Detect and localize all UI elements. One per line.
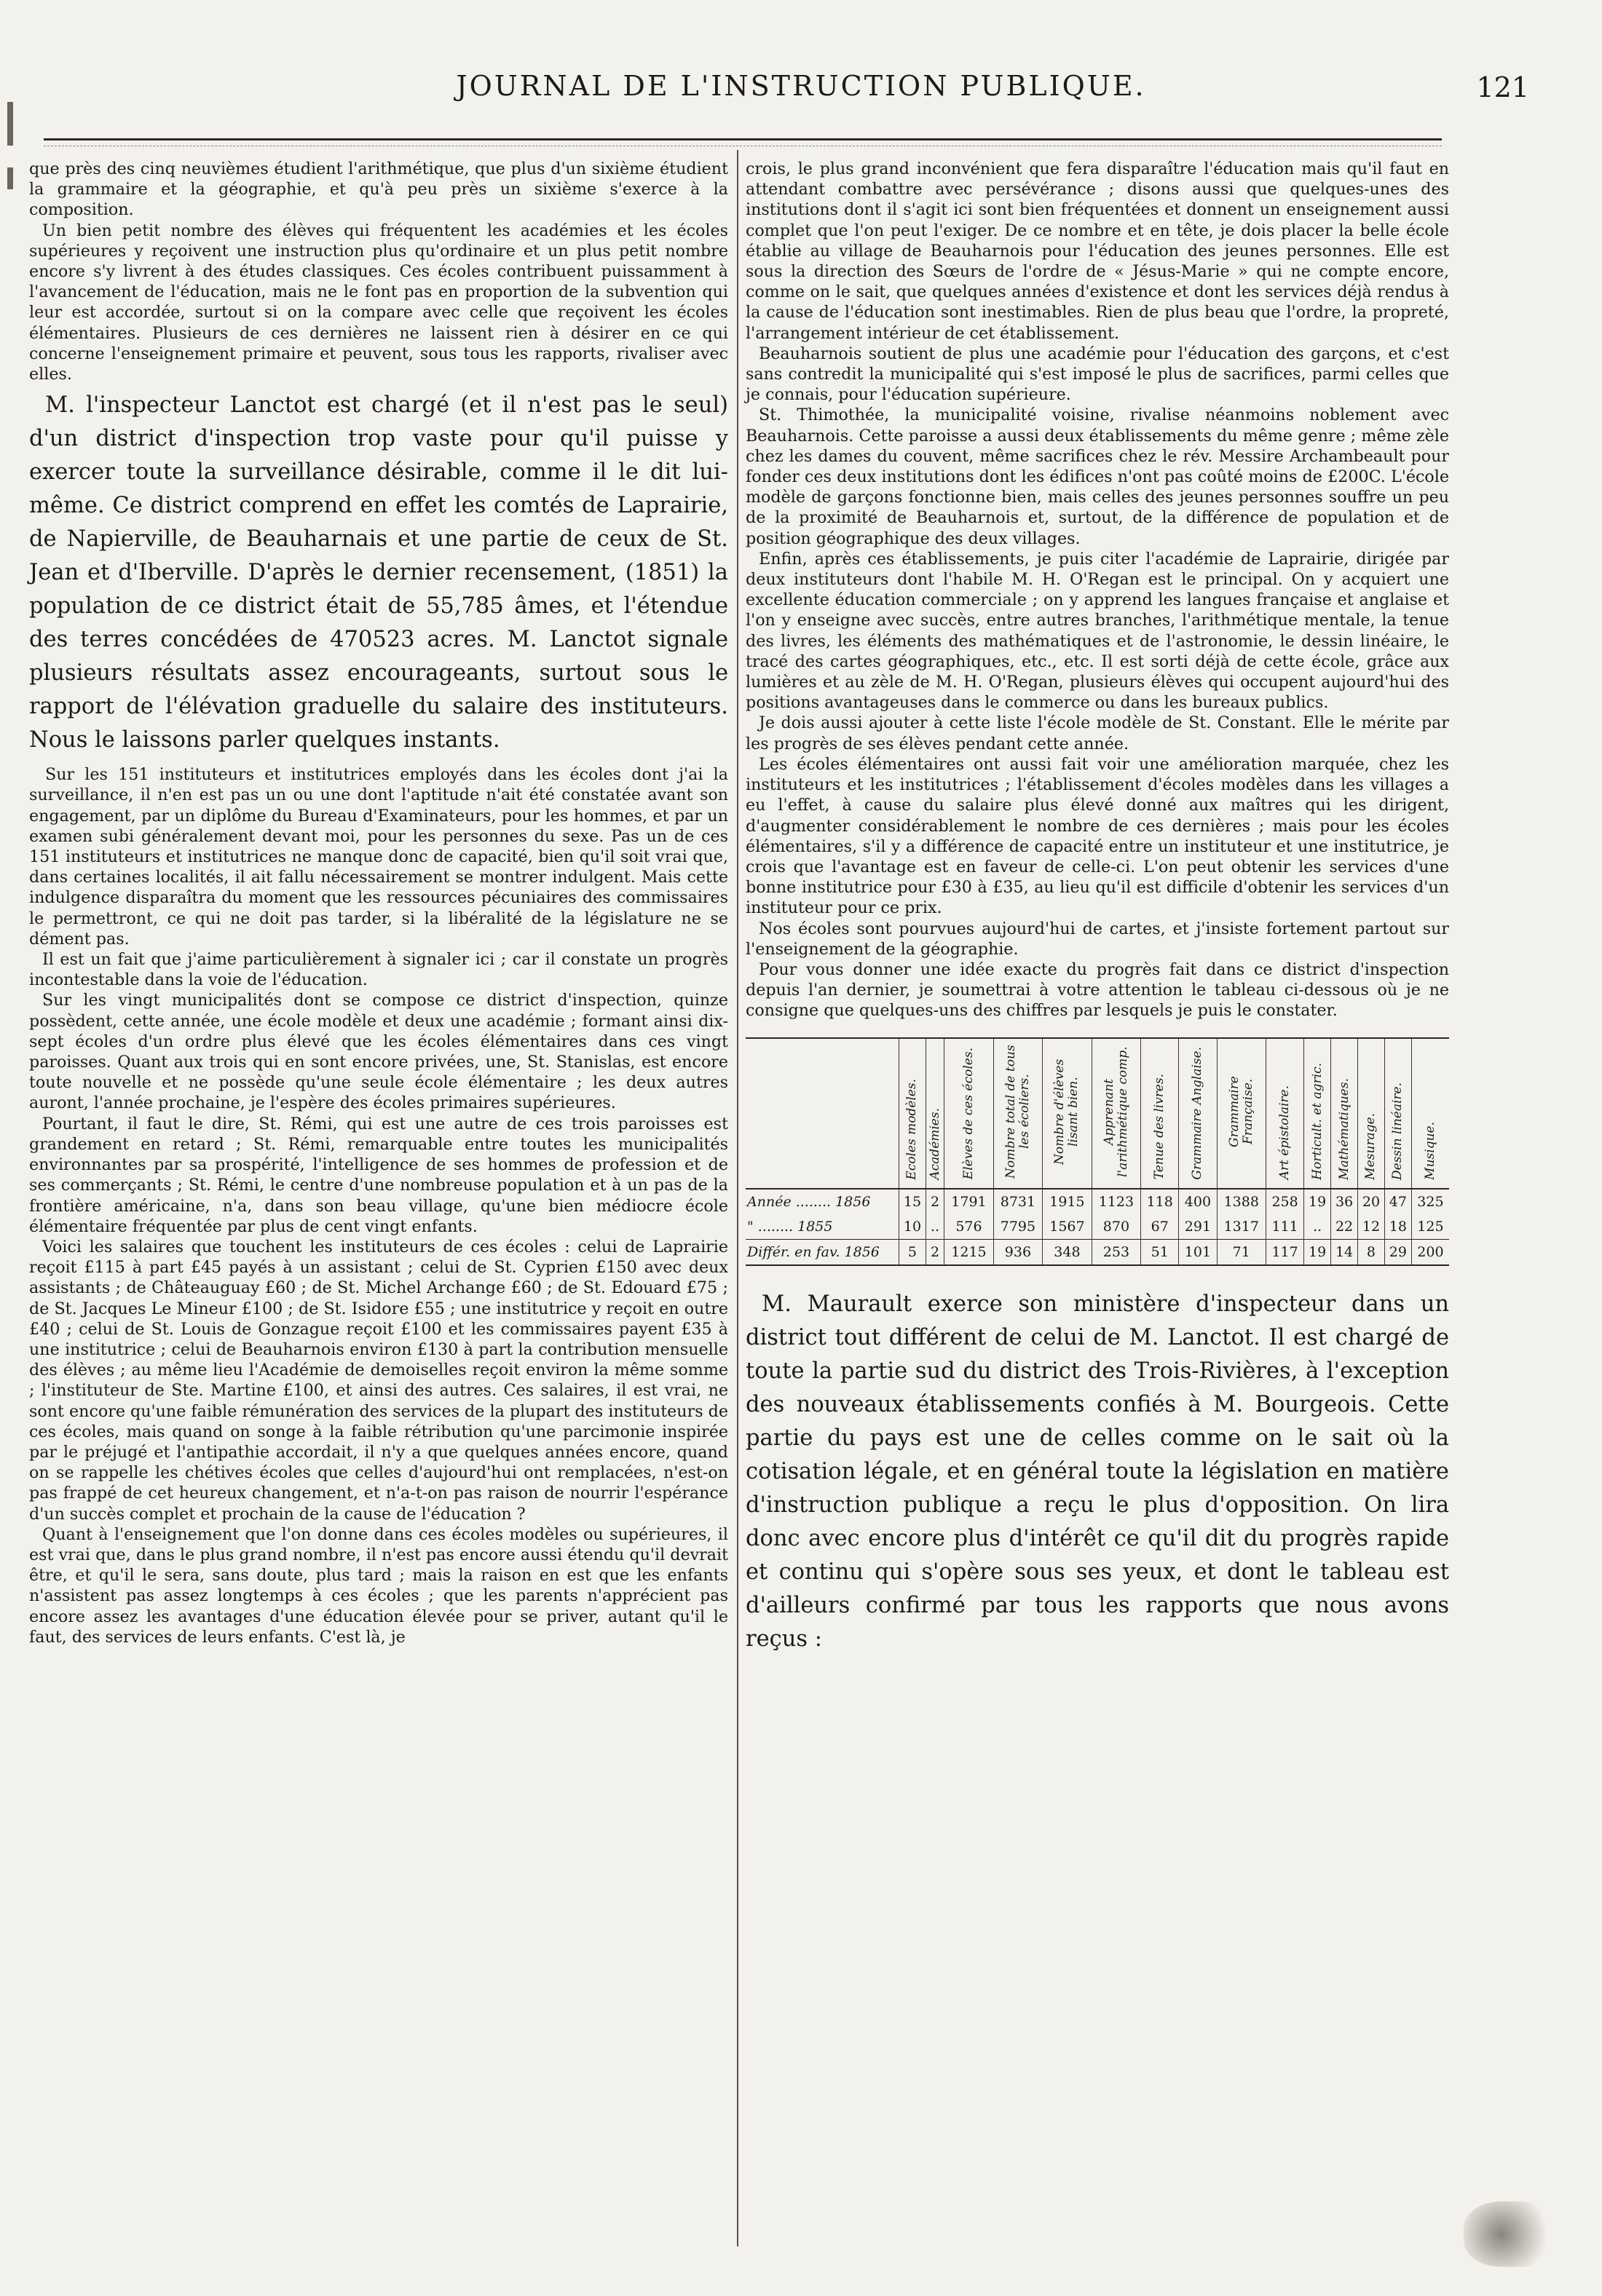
- table-cell: 258: [1266, 1189, 1304, 1214]
- table-cell: " ........ 1855: [747, 1218, 833, 1235]
- header-rule: [44, 138, 1442, 140]
- table-cell: 118: [1141, 1189, 1179, 1214]
- table-cell: Année ........ 1856: [747, 1193, 871, 1210]
- running-head: JOURNAL DE L'INSTRUCTION PUBLIQUE.: [456, 70, 1146, 102]
- table-header-cell: Art épistolaire.: [1266, 1038, 1304, 1189]
- table-cell: 117: [1266, 1239, 1304, 1265]
- right-paragraph-5: Je dois aussi ajouter à cette liste l'école modèle de St. Constant. Elle le mérite par les progrès de ses élèves pendant cette année.: [746, 713, 1449, 753]
- table-cell: 18: [1384, 1214, 1411, 1240]
- left-paragraph-3: M. l'inspecteur Lanctot est chargé (et il n'est pas le seul) d'un district d'inspection trop vaste pour qu'il puisse y exercer toute la surveillance désirable, comme il le dit lui-même. Ce district comprend en effet les comtés de Laprairie, de Napierville, de Beauharnais et une partie de ceux de St. Jean et d'Iberville. D'après le dernier recensement, (1851) la population de ce district était de 55,785 âmes, et l'étendue des terres concédées de 470523 acres. M. Lanctot signale plusieurs résultats assez encourageants, surtout sous le rapport de l'élévation graduelle du salaire des instituteurs. Nous le laissons parler quelques instants.: [29, 392, 728, 753]
- table-cell: 2: [926, 1239, 944, 1265]
- right-column: [746, 159, 1449, 1656]
- table-header-row: [746, 1038, 1449, 1189]
- table-cell: 5: [899, 1239, 926, 1265]
- table-cell: 325: [1411, 1189, 1449, 1214]
- table-header-cell: Nombre total de tous les écoliers.: [993, 1038, 1042, 1189]
- table-cell: 15: [899, 1189, 926, 1214]
- table-header-cell: Musique.: [1411, 1038, 1449, 1189]
- table-cell: 1567: [1043, 1214, 1092, 1240]
- table-header-cell: Académies.: [926, 1038, 944, 1189]
- table-cell: 36: [1331, 1189, 1358, 1214]
- table-cell: 101: [1179, 1239, 1217, 1265]
- table-cell: 576: [944, 1214, 993, 1240]
- table-cell: 8: [1358, 1239, 1385, 1265]
- table-cell: Différ. en fav. 1856: [746, 1239, 899, 1265]
- left-paragraph-4: Sur les 151 instituteurs et institutrices employés dans les écoles dont j'ai la surveillance, il n'en est pas un ou une dont l'aptitude n'ait été constatée avant son engagement, par un diplôme du Bureau d'Examinateurs, pour les hommes, et par un examen subi généralement devant moi, pour les personnes du sexe. Pas un de ces 151 instituteurs et institutrices ne manque donc de capacité, bien qu'il soit vrai que, dans certaines localités, il ait fallu nécessairement se montrer indulgent. Mais cette indulgence disparaîtra du moment que les ressources pécuniaires des commissaires le permettront, ce qui ne doit pas tarder, si la libéralité de la législature ne se dément pas.: [29, 765, 728, 949]
- table-cell: 400: [1179, 1189, 1217, 1214]
- right-paragraph-3: St. Thimothée, la municipalité voisine, rivalise néanmoins noblement avec Beauharnois. Cette paroisse a aussi deux établissements du même genre ; même zèle chez les dames du couvent, même sacrifices chez le rév. Messire Archambeault pour fonder ces deux institutions dont les édifices n'ont pas coûté moins de £200C. L'école modèle de garçons fonctionne bien, mais celles des jeunes personnes souffre un peu de la proximité de Beauharnois et, surtout, de la différence de population et de position géographique des deux villages.: [746, 405, 1449, 548]
- table-cell: 870: [1092, 1214, 1140, 1240]
- table-header-cell: Tenue des livres.: [1141, 1038, 1179, 1189]
- table-cell: 1791: [944, 1189, 993, 1214]
- table-row: [746, 1214, 1449, 1240]
- table-cell: 51: [1141, 1239, 1179, 1265]
- table-cell: 111: [1266, 1214, 1304, 1240]
- statistics-table-wrap: [746, 1037, 1449, 1266]
- table-header-cell: Apprenant l'arithmétique comp.: [1092, 1038, 1140, 1189]
- right-paragraph-7: Nos écoles sont pourvues aujourd'hui de cartes, et j'insiste fortement partout sur l'enseignement de la géographie.: [746, 919, 1449, 959]
- left-paragraph-6: Sur les vingt municipalités dont se compose ce district d'inspection, quinze possèdent, cette année, une école modèle et deux une académie ; formant ainsi dix-sept écoles d'un ordre plus élevé que les écoles élémentaires dans ces vingt paroisses. Quant aux trois qui en sont encore privées, une, St. Stanislas, est encore toute nouvelle et ne possède qu'une seule école élémentaire ; les deux autres auront, l'année prochaine, je l'espère des écoles primaires supérieures.: [29, 991, 728, 1113]
- table-cell: 19: [1304, 1189, 1331, 1214]
- table-header-cell: Elèves de ces écoles.: [944, 1038, 993, 1189]
- table-cell: 1388: [1217, 1189, 1266, 1214]
- table-cell: 12: [1358, 1214, 1385, 1240]
- left-paragraph-1: que près des cinq neuvièmes étudient l'arithmétique, que plus d'un sixième étudient la grammaire et la géographie, et qu'à peu près un sixième s'exerce à la composition.: [29, 159, 728, 220]
- table-cell: 10: [899, 1214, 926, 1240]
- right-paragraph-6: Les écoles élémentaires ont aussi fait voir une amélioration marquée, chez les instituteurs et les institutrices ; l'établissement d'écoles modèles dans les villages a eu l'effet, à cause du salaire plus élevé donné aux maîtres qui les dirigent, d'augmenter considérablement le nombre de ces dernières ; mais pour les écoles élémentaires, s'il y a différence de capacité entre un instituteur et une institutrice, je crois que l'avantage est en faveur de celle-ci. L'on peut obtenir les services d'une bonne institutrice pour £30 à £35, au lieu qu'il est difficile d'obtenir les services d'un instituteur pour ce prix.: [746, 754, 1449, 918]
- table-cell: 1915: [1043, 1189, 1092, 1214]
- table-row: [746, 1239, 1449, 1265]
- table-header-cell: Horticult. et agric.: [1304, 1038, 1331, 1189]
- table-header-cell: Grammaire Française.: [1217, 1038, 1266, 1189]
- statistics-table: [746, 1037, 1449, 1266]
- table-cell: 7795: [993, 1214, 1042, 1240]
- table-cell: 1123: [1092, 1189, 1140, 1214]
- table-header-cell: [746, 1038, 899, 1189]
- left-column: [29, 159, 728, 1647]
- table-cell: 253: [1092, 1239, 1140, 1265]
- margin-mark: [7, 167, 13, 189]
- page-header: [44, 70, 1558, 121]
- table-cell: 348: [1043, 1239, 1092, 1265]
- table-cell: 1317: [1217, 1214, 1266, 1240]
- table-cell: 291: [1179, 1214, 1217, 1240]
- table-cell: 200: [1411, 1239, 1449, 1265]
- margin-mark: [7, 102, 13, 146]
- table-cell: 19: [1304, 1239, 1331, 1265]
- table-cell: 22: [1331, 1214, 1358, 1240]
- left-paragraph-5: Il est un fait que j'aime particulièrement à signaler ici ; car il constate un progrès incontestable dans la voie de l'éducation.: [29, 950, 728, 990]
- table-cell: 47: [1384, 1189, 1411, 1214]
- table-row: [746, 1189, 1449, 1214]
- right-paragraph-8: Pour vous donner une idée exacte du progrès fait dans ce district d'inspection depuis l'an dernier, je soumettrai à votre attention le tableau ci-dessous où je ne consigne que quelques-uns des chiffres par lesquels je puis le constater.: [746, 959, 1449, 1021]
- table-cell: 936: [993, 1239, 1042, 1265]
- table-cell: 67: [1141, 1214, 1179, 1240]
- page-number: 121: [1476, 71, 1529, 103]
- table-cell: 29: [1384, 1239, 1411, 1265]
- table-cell: ..: [1304, 1214, 1331, 1240]
- table-header-cell: Grammaire Anglaise.: [1179, 1038, 1217, 1189]
- table-cell: 20: [1358, 1189, 1385, 1214]
- table-header-cell: Dessin linéaire.: [1384, 1038, 1411, 1189]
- table-cell: ..: [926, 1214, 944, 1240]
- right-paragraph-1: crois, le plus grand inconvénient que fera disparaître l'éducation mais qu'il faut en attendant combattre avec persévérance ; disons aussi que quelques-unes des institutions dont il s'agit ici sont bien fréquentées et donnent un enseignement aussi complet que l'on peut l'exiger. De ce nombre et en tête, je dois placer la belle école établie au village de Beauharnois pour l'éducation des jeunes personnes. Elle est sous la direction des Sœurs de l'ordre de « Jésus-Marie » qui ne compte encore, comme on le sait, que quelques années d'existence et dont les services déjà rendus à la cause de l'éducation sont inestimables. Rien de plus beau que l'ordre, la propreté, l'arrangement intérieur de cet établissement.: [746, 159, 1449, 343]
- ink-stain: [1464, 2201, 1558, 2267]
- table-header-cell: Mathématiques.: [1331, 1038, 1358, 1189]
- table-cell: 71: [1217, 1239, 1266, 1265]
- table-cell: 125: [1411, 1214, 1449, 1240]
- table-header-cell: Mesurage.: [1358, 1038, 1385, 1189]
- left-paragraph-7: Pourtant, il faut le dire, St. Rémi, qui est une autre de ces trois paroisses est grandement en retard ; St. Rémi, remarquable entre toutes les municipalités environnantes par sa prospérité, l'intelligence de ses hommes de profession et de ses commerçants ; St. Rémi, le centre d'une nombreuse population et à un pas de la frontière américaine, n'a, dans son beau village, qu'une bien médiocre école élémentaire fréquentée par plus de cent vingt enfants.: [29, 1114, 728, 1236]
- left-paragraph-9: Quant à l'enseignement que l'on donne dans ces écoles modèles ou supérieures, il est vrai que, dans le plus grand nombre, il n'est pas encore aussi étendu qu'il devrait être, et qu'il le sera, sans doute, plus tard ; mais la raison en est que les enfants n'assistent pas assez longtemps à ces écoles ; que les parents n'apprécient pas encore assez les avantages d'une éducation élevée pour se priver, autant qu'il le faut, des services de leurs enfants. C'est là, je: [29, 1524, 728, 1647]
- table-cell: 8731: [993, 1189, 1042, 1214]
- left-paragraph-8: Voici les salaires que touchent les instituteurs de ces écoles : celui de Laprairie reçoit £115 à part £45 payés à un assistant ; celui de St. Cyprien £150 avec deux assistants ; de Châteauguay £60 ; de St. Michel Archange £60 ; de St. Edouard £75 ; de St. Jacques Le Mineur £100 ; de St. Isidore £55 ; une institutrice y reçoit en outre £40 ; celui de St. Louis de Gonzague reçoit £100 et les commissaires payent £35 à une institutrice ; celui de Beauharnois environ £130 à part la contribution mensuelle des élèves ; au même lieu l'Académie de demoiselles reçoit environ la même somme ; l'instituteur de Ste. Martine £100, et ainsi des autres. Ces salaires, il est vrai, ne sont encore qu'une faible rémunération des services de la plupart des instituteurs de ces écoles, mais quand on songe à la faible rétribution qu'une parcimonie inspirée par le préjugé et l'antipathie accordait, il n'y a que quelques années encore, quand on se rappelle les chétives écoles que celles d'aujourd'hui ont remplacées, n'est-on pas frappé de cet heureux changement, et n'a-t-on pas raison de nourrir l'espérance d'un succès complet et prochain de la cause de l'éducation ?: [29, 1237, 728, 1524]
- right-paragraph-2: Beauharnois soutient de plus une académie pour l'éducation des garçons, et c'est sans contredit la municipalité qui s'est imposé le plus de sacrifices, parmi celles que je connais, pour l'éducation supérieure.: [746, 344, 1449, 405]
- table-cell: 1215: [944, 1239, 993, 1265]
- table-cell: 2: [926, 1189, 944, 1214]
- table-header-cell: Ecoles modèles.: [899, 1038, 926, 1189]
- table-cell: 14: [1331, 1239, 1358, 1265]
- left-paragraph-2: Un bien petit nombre des élèves qui fréquentent les académies et les écoles supérieures y reçoivent une instruction plus qu'ordinaire et un plus petit nombre encore s'y livrent à des études classiques. Ces écoles contribuent puissamment à l'avancement de l'éducation, mais ne le font pas en proportion de la subvention qui leur est accordée, surtout si on la compare avec celle que reçoivent les écoles élémentaires. Plusieurs de ces dernières ne laissent rien à désirer en ce qui concerne l'enseignement primaire et peuvent, sous tous les rapports, rivaliser avec elles.: [29, 221, 728, 384]
- table-header-cell: Nombre d'élèves lisant bien.: [1043, 1038, 1092, 1189]
- right-paragraph-4: Enfin, après ces établissements, je puis citer l'académie de Laprairie, dirigée par deux instituteurs dont l'habile M. H. O'Regan est le principal. On y acquiert une excellente éducation commerciale ; on y apprend les langues française et anglaise et l'on y enseigne avec succès, entre autres branches, l'arithmétique mentale, la tenue des livres, les éléments des mathématiques et de l'astronomie, le dessin linéaire, le tracé des cartes géographiques, etc., etc. Il est sorti déjà de cette école, grâce aux lumières et au zèle de M. H. O'Regan, plusieurs élèves qui occupent aujourd'hui des positions avantageuses dans le commerce ou dans les bureaux publics.: [746, 549, 1449, 713]
- column-divider: [737, 150, 738, 2246]
- right-paragraph-9: M. Maurault exerce son ministère d'inspecteur dans un district tout différent de celui de M. Lanctot. Il est chargé de toute la partie sud du district des Trois-Rivières, à l'exception des nouveaux établissements confiés à M. Bourgeois. Cette partie du pays est une de celles comme on le sait où la cotisation légale, et en général toute la législation en matière d'instruction publique a reçu le plus d'opposition. On lira donc avec encore plus d'intérêt ce qu'il dit du progrès rapide et continu qui s'opère sous ses yeux, et dont le tableau est d'ailleurs confirmé par tous les rapports que nous avons reçus :: [746, 1291, 1449, 1652]
